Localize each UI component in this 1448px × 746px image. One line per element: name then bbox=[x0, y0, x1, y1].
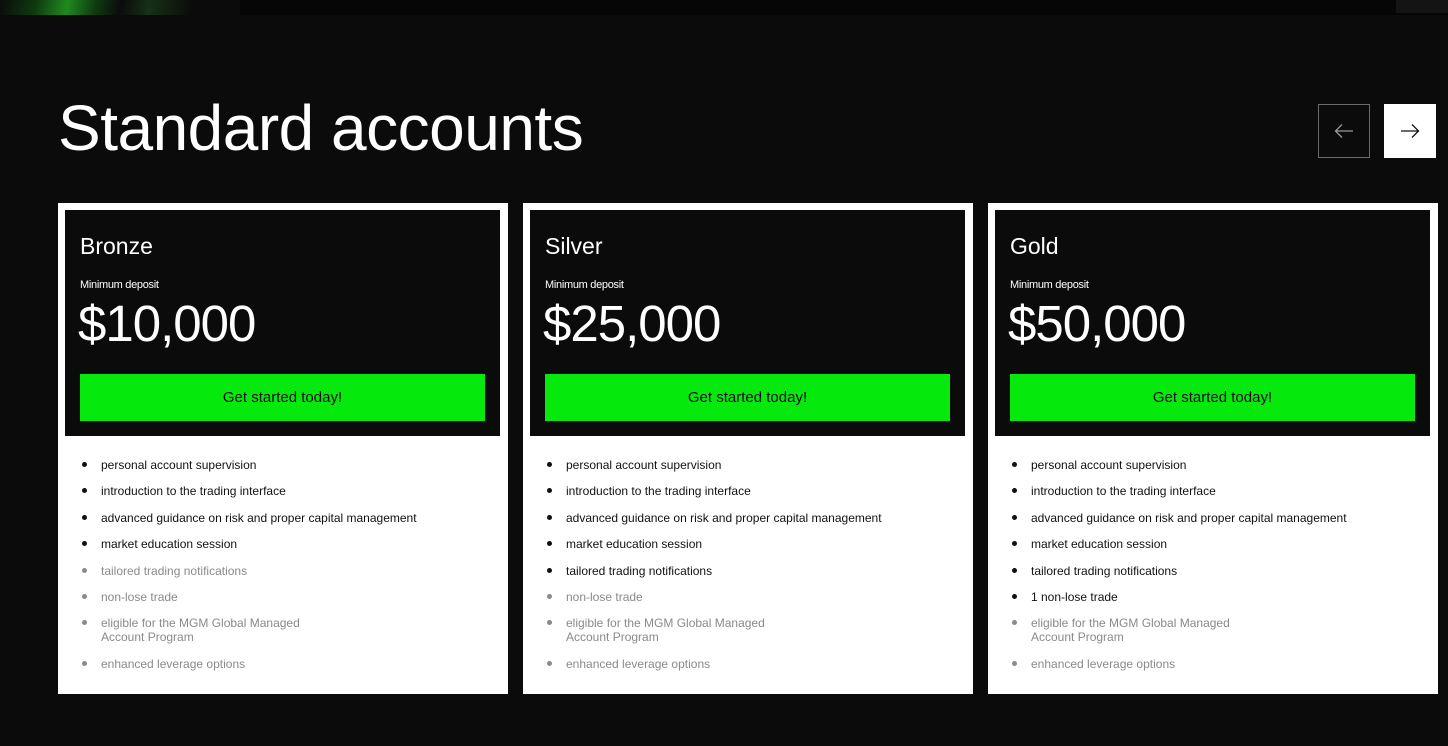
feature-list bbox=[545, 458, 955, 683]
tier-name: Gold bbox=[1010, 233, 1059, 259]
feature-item bbox=[80, 657, 490, 671]
feature-text: advanced guidance on risk and proper capital management bbox=[101, 510, 417, 525]
feature-list bbox=[80, 458, 490, 683]
tier-name: Bronze bbox=[80, 233, 153, 259]
carousel-prev-button[interactable] bbox=[1318, 104, 1370, 158]
feature-item bbox=[545, 511, 955, 525]
feature-item bbox=[1010, 564, 1420, 578]
get-started-button[interactable]: Get started today! bbox=[80, 374, 485, 421]
get-started-button[interactable]: Get started today! bbox=[545, 374, 950, 421]
feature-item bbox=[545, 458, 955, 472]
feature-text: enhanced leverage options bbox=[101, 656, 246, 671]
feature-text: personal account supervision bbox=[1031, 458, 1187, 472]
feature-text: 1 non-lose trade bbox=[1031, 589, 1118, 604]
feature-item bbox=[545, 537, 955, 551]
feature-text: market education session bbox=[1031, 537, 1168, 552]
minimum-deposit-label: Minimum deposit bbox=[545, 279, 624, 291]
feature-text: tailored trading notifications bbox=[1031, 563, 1178, 578]
feature-text: non-lose trade bbox=[101, 589, 178, 604]
feature-item bbox=[1010, 657, 1420, 671]
top-right-bar bbox=[1396, 0, 1448, 13]
feature-text: market education session bbox=[566, 537, 703, 552]
feature-text: market education session bbox=[101, 537, 238, 552]
feature-item bbox=[545, 564, 955, 578]
feature-item bbox=[1010, 484, 1420, 498]
section-title: Standard accounts bbox=[58, 92, 584, 164]
feature-item bbox=[545, 657, 955, 671]
feature-text: enhanced leverage options bbox=[566, 656, 711, 671]
tier-name: Silver bbox=[545, 233, 603, 259]
feature-item bbox=[80, 458, 490, 472]
feature-item bbox=[80, 511, 490, 525]
get-started-button[interactable]: Get started today! bbox=[1010, 374, 1415, 421]
deposit-amount: $50,000 bbox=[1008, 295, 1186, 352]
minimum-deposit-label: Minimum deposit bbox=[1010, 279, 1089, 291]
feature-item bbox=[545, 484, 955, 498]
account-card-bronze bbox=[58, 203, 508, 694]
feature-item bbox=[545, 616, 955, 644]
card-header bbox=[995, 210, 1430, 436]
feature-item bbox=[1010, 590, 1420, 604]
feature-text: eligible for the MGM Global Managed Account Program bbox=[566, 616, 765, 645]
feature-item bbox=[1010, 537, 1420, 551]
card-header bbox=[530, 210, 965, 436]
top-banner-glow bbox=[0, 0, 240, 15]
carousel-next-button[interactable] bbox=[1384, 104, 1436, 158]
feature-item bbox=[80, 616, 490, 644]
feature-text: eligible for the MGM Global Managed Account Program bbox=[101, 616, 300, 645]
feature-text: tailored trading notifications bbox=[101, 563, 248, 578]
feature-text: advanced guidance on risk and proper capital management bbox=[566, 510, 882, 525]
feature-item bbox=[80, 564, 490, 578]
feature-item bbox=[80, 537, 490, 551]
feature-text: enhanced leverage options bbox=[1031, 656, 1176, 671]
feature-text: introduction to the trading interface bbox=[566, 484, 751, 499]
feature-text: personal account supervision bbox=[101, 458, 257, 472]
feature-item bbox=[1010, 458, 1420, 472]
feature-text: tailored trading notifications bbox=[566, 563, 713, 578]
minimum-deposit-label: Minimum deposit bbox=[80, 279, 159, 291]
feature-text: non-lose trade bbox=[566, 589, 643, 604]
feature-item bbox=[1010, 511, 1420, 525]
feature-list bbox=[1010, 458, 1420, 683]
arrow-right-icon bbox=[1400, 123, 1420, 139]
feature-text: advanced guidance on risk and proper capital management bbox=[1031, 510, 1347, 525]
feature-item bbox=[80, 590, 490, 604]
feature-text: introduction to the trading interface bbox=[1031, 484, 1216, 499]
feature-text: introduction to the trading interface bbox=[101, 484, 286, 499]
deposit-amount: $25,000 bbox=[543, 295, 721, 352]
feature-item bbox=[1010, 616, 1420, 644]
feature-text: eligible for the MGM Global Managed Account Program bbox=[1031, 616, 1230, 645]
account-card-silver bbox=[523, 203, 973, 694]
account-card-gold bbox=[988, 203, 1438, 694]
feature-item bbox=[545, 590, 955, 604]
arrow-left-icon bbox=[1334, 123, 1354, 139]
feature-item bbox=[80, 484, 490, 498]
deposit-amount: $10,000 bbox=[78, 295, 256, 352]
feature-text: personal account supervision bbox=[566, 458, 722, 472]
card-header bbox=[65, 210, 500, 436]
